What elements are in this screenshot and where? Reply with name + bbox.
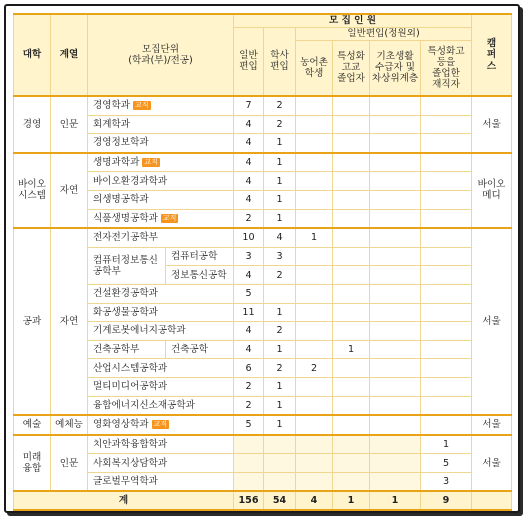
unit-cell: 영화영상학과 교직 xyxy=(88,415,234,435)
header-basic-living: 기초생활 수급자 및 차상위계층 xyxy=(370,40,421,96)
general-cell: 4 xyxy=(234,340,264,359)
bachelor-cell: 1 xyxy=(264,172,296,191)
table-row xyxy=(14,172,512,191)
bachelor-cell: 1 xyxy=(264,396,296,415)
total-basic-living: 1 xyxy=(370,491,421,510)
special-worker-cell: 3 xyxy=(421,472,472,491)
campus-cell: 서울 xyxy=(472,228,512,415)
admission-quota-table xyxy=(13,13,512,511)
unit-cell: 건설환경공학과 xyxy=(88,284,234,303)
table-row xyxy=(14,454,512,473)
table-row xyxy=(14,209,512,228)
campus-cell: 서울 xyxy=(472,96,512,153)
field-cell: 자연 xyxy=(51,153,88,228)
header-univ: 대학 xyxy=(14,14,51,96)
table-row xyxy=(14,340,512,359)
general-cell: 4 xyxy=(234,153,264,172)
bachelor-cell: 1 xyxy=(264,340,296,359)
special-hs-cell: 1 xyxy=(333,340,370,359)
univ-cell: 예술 xyxy=(14,415,51,435)
table-row xyxy=(14,153,512,172)
unit-major-cell: 정보통신공학 xyxy=(166,266,234,285)
bachelor-cell: 1 xyxy=(264,134,296,153)
univ-cell: 바이오 시스템 xyxy=(14,153,51,228)
table-row xyxy=(14,303,512,322)
table-row xyxy=(14,190,512,209)
farm-cell: 2 xyxy=(296,359,333,378)
special-worker-cell: 1 xyxy=(421,435,472,454)
field-cell: 인문 xyxy=(51,96,88,153)
header-campus: 캠 퍼 스 xyxy=(472,14,512,96)
teaching-badge: 교직 xyxy=(135,101,149,110)
table-row xyxy=(14,396,512,415)
campus-cell: 서울 xyxy=(472,435,512,492)
general-cell: 2 xyxy=(234,377,264,396)
table-row xyxy=(14,115,512,134)
header-special-hs: 특성화 고교 졸업자 xyxy=(333,40,370,96)
unit-cell: 전자전기공학부 xyxy=(88,228,234,247)
unit-cell: 기계로봇에너지공학과 xyxy=(88,322,234,341)
general-cell: 2 xyxy=(234,209,264,228)
general-cell: 2 xyxy=(234,396,264,415)
bachelor-cell: 1 xyxy=(264,377,296,396)
bachelor-cell: 1 xyxy=(264,190,296,209)
table-row xyxy=(14,134,512,153)
header-special-worker: 특성화고 등을 졸업한 재직자 xyxy=(421,40,472,96)
bachelor-cell: 2 xyxy=(264,322,296,341)
univ-cell: 미래 융합 xyxy=(14,435,51,492)
table-row xyxy=(14,228,512,247)
farm-cell: 1 xyxy=(296,228,333,247)
bachelor-cell: 2 xyxy=(264,359,296,378)
general-cell: 5 xyxy=(234,415,264,435)
unit-cell: 식품생명공학과 교직 xyxy=(88,209,234,228)
table-row xyxy=(14,472,512,491)
teaching-badge: 교직 xyxy=(144,158,158,167)
univ-cell: 경영 xyxy=(14,96,51,153)
bachelor-cell: 1 xyxy=(264,415,296,435)
unit-dept-cell: 컴퓨터정보통신 공학부 xyxy=(88,247,166,284)
general-cell: 4 xyxy=(234,322,264,341)
unit-cell: 글로벌무역학과 xyxy=(88,472,234,491)
general-cell: 6 xyxy=(234,359,264,378)
univ-cell: 공과 xyxy=(14,228,51,415)
general-cell: 7 xyxy=(234,96,264,115)
bachelor-cell: 3 xyxy=(264,247,296,266)
table-header xyxy=(14,14,512,96)
unit-dept-cell: 건축공학부 xyxy=(88,340,166,359)
header-field: 계열 xyxy=(51,14,88,96)
unit-cell: 생명과학과 교직 xyxy=(88,153,234,172)
general-cell: 5 xyxy=(234,284,264,303)
special-worker-cell: 5 xyxy=(421,454,472,473)
header-quota-extra: 일반편입(정원외) xyxy=(296,27,472,40)
table-row xyxy=(14,284,512,303)
header-farm: 농어촌 학생 xyxy=(296,40,333,96)
unit-major-cell: 건축공학 xyxy=(166,340,234,359)
total-row xyxy=(14,491,512,510)
total-bachelor: 54 xyxy=(264,491,296,510)
header-unit: 모집단위 (학과(부)/전공) xyxy=(88,14,234,96)
bachelor-cell: 2 xyxy=(264,266,296,285)
bachelor-cell: 1 xyxy=(264,153,296,172)
table-total xyxy=(14,491,512,510)
total-farm: 4 xyxy=(296,491,333,510)
bachelor-cell: 4 xyxy=(264,228,296,247)
campus-cell: 서울 xyxy=(472,415,512,435)
header-recruit-group: 모 집 인 원 xyxy=(234,14,472,27)
total-special-worker: 9 xyxy=(421,491,472,510)
unit-cell: 경영학과 교직 xyxy=(88,96,234,115)
bachelor-cell: 1 xyxy=(264,209,296,228)
unit-cell: 멀티미디어공학과 xyxy=(88,377,234,396)
unit-cell: 회계학과 xyxy=(88,115,234,134)
table-row xyxy=(14,377,512,396)
unit-cell: 산업시스템공학과 xyxy=(88,359,234,378)
table-row xyxy=(14,435,512,454)
table-row xyxy=(14,415,512,435)
table-row xyxy=(14,322,512,341)
total-special-hs: 1 xyxy=(333,491,370,510)
general-cell: 3 xyxy=(234,247,264,266)
table-row xyxy=(14,359,512,378)
bachelor-cell: 2 xyxy=(264,115,296,134)
unit-cell: 화공생물공학과 xyxy=(88,303,234,322)
unit-cell: 바이오환경과학과 xyxy=(88,172,234,191)
general-cell: 11 xyxy=(234,303,264,322)
field-cell: 인문 xyxy=(51,435,88,492)
general-cell: 4 xyxy=(234,134,264,153)
header-bachelor-transfer: 학사 편입 xyxy=(264,27,296,96)
teaching-badge: 교직 xyxy=(153,420,168,429)
general-cell: 4 xyxy=(234,115,264,134)
bachelor-cell: 1 xyxy=(264,303,296,322)
unit-cell: 사회복지상담학과 xyxy=(88,454,234,473)
table-row xyxy=(14,96,512,115)
total-label: 계 xyxy=(14,491,234,510)
general-cell: 4 xyxy=(234,172,264,191)
unit-major-cell: 컴퓨터공학 xyxy=(166,247,234,266)
table-body xyxy=(14,96,512,491)
teaching-badge: 교직 xyxy=(162,213,177,222)
unit-cell: 의생명공학과 xyxy=(88,190,234,209)
total-general: 156 xyxy=(234,491,264,510)
general-cell: 10 xyxy=(234,228,264,247)
table-row xyxy=(14,247,512,266)
header-general-transfer: 일반 편입 xyxy=(234,27,264,96)
general-cell: 4 xyxy=(234,266,264,285)
field-cell: 예체능 xyxy=(51,415,88,435)
unit-cell: 융합에너지신소재공학과 xyxy=(88,396,234,415)
bachelor-cell: 2 xyxy=(264,96,296,115)
field-cell: 자연 xyxy=(51,228,88,415)
general-cell: 4 xyxy=(234,190,264,209)
campus-cell: 바이오 메디 xyxy=(472,153,512,228)
unit-cell: 치안과학융합학과 xyxy=(88,435,234,454)
unit-cell: 경영정보학과 xyxy=(88,134,234,153)
